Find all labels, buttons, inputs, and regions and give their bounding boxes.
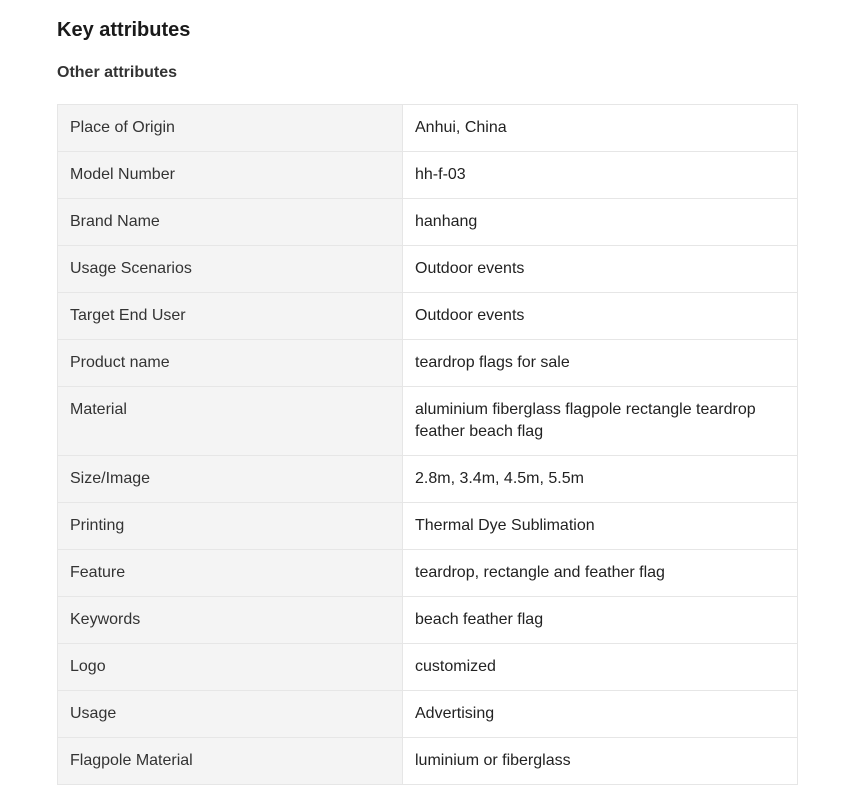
table-row: [58, 246, 798, 293]
attribute-label: Place of Origin: [58, 105, 403, 152]
attribute-label: Printing: [58, 503, 403, 550]
attribute-value: 2.8m, 3.4m, 4.5m, 5.5m: [403, 456, 798, 503]
attribute-value: hh-f-03: [403, 152, 798, 199]
section-subtitle: Other attributes: [57, 64, 178, 81]
attribute-value: Thermal Dye Sublimation: [403, 503, 798, 550]
attribute-value: Advertising: [403, 691, 798, 738]
attribute-value: aluminium fiberglass flagpole rectangle teardrop feather beach flag: [403, 387, 798, 456]
attribute-label: Logo: [58, 644, 403, 691]
attributes-table-body: [58, 105, 798, 785]
table-row: [58, 293, 798, 340]
attribute-value: beach feather flag: [403, 597, 798, 644]
attribute-label: Model Number: [58, 152, 403, 199]
attribute-label: Size/Image: [58, 456, 403, 503]
attribute-value: luminium or fiberglass: [403, 738, 798, 785]
table-row: [58, 199, 798, 246]
attribute-label: Flagpole Material: [58, 738, 403, 785]
table-row: [58, 550, 798, 597]
attribute-label: Feature: [58, 550, 403, 597]
attribute-label: Keywords: [58, 597, 403, 644]
attribute-label: Material: [58, 387, 403, 456]
attribute-label: Product name: [58, 340, 403, 387]
table-row: [58, 503, 798, 550]
table-row: [58, 597, 798, 644]
attribute-label: Target End User: [58, 293, 403, 340]
attribute-label: Brand Name: [58, 199, 403, 246]
table-row: [58, 152, 798, 199]
attribute-value: Anhui, China: [403, 105, 798, 152]
section-title: Key attributes: [57, 19, 191, 41]
table-row: [58, 105, 798, 152]
attribute-value: teardrop, rectangle and feather flag: [403, 550, 798, 597]
attribute-value: Outdoor events: [403, 246, 798, 293]
table-row: [58, 340, 798, 387]
attribute-value: teardrop flags for sale: [403, 340, 798, 387]
table-row: [58, 387, 798, 456]
table-row: [58, 691, 798, 738]
table-row: [58, 456, 798, 503]
attribute-value: customized: [403, 644, 798, 691]
attribute-value: Outdoor events: [403, 293, 798, 340]
attributes-table: [57, 104, 798, 785]
attribute-label: Usage: [58, 691, 403, 738]
table-row: [58, 738, 798, 785]
table-row: [58, 644, 798, 691]
attribute-value: hanhang: [403, 199, 798, 246]
attribute-label: Usage Scenarios: [58, 246, 403, 293]
